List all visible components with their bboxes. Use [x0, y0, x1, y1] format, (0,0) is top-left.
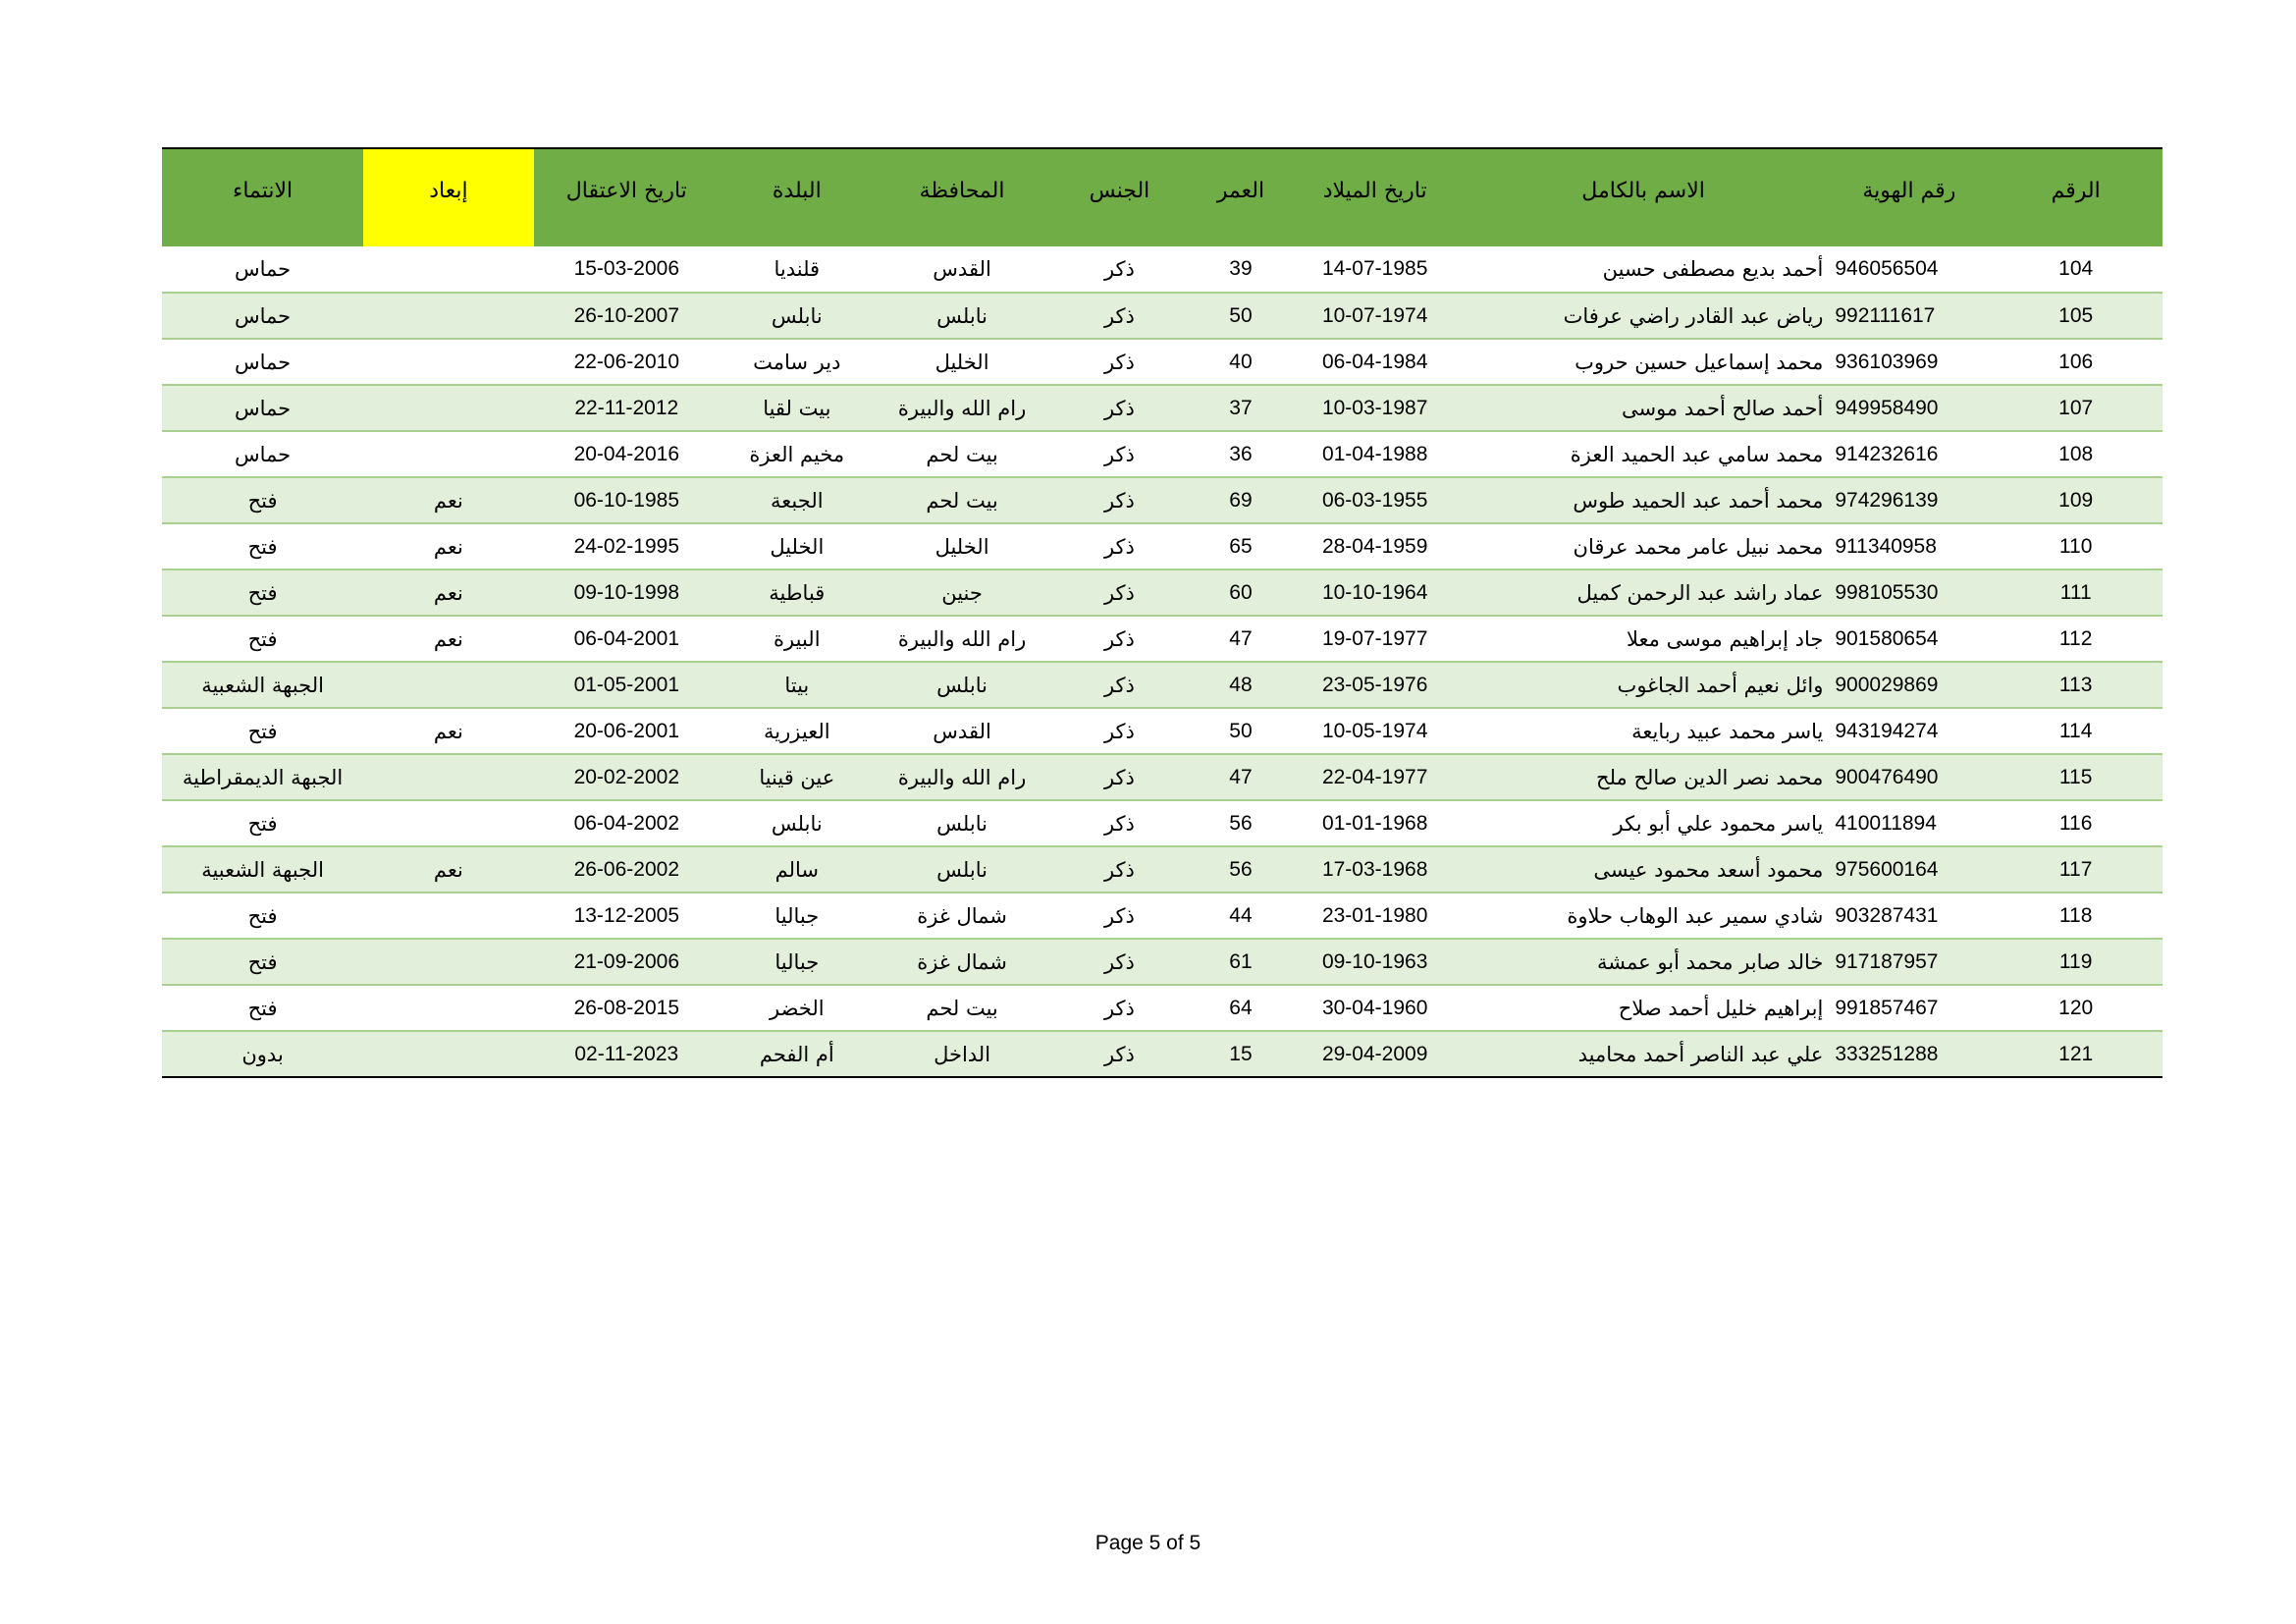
cell-gender: ذكر — [1049, 431, 1189, 477]
cell-arrest-date: 06-10-1985 — [534, 477, 720, 523]
cell-dob: 06-03-1955 — [1293, 477, 1458, 523]
cell-name: علي عبد الناصر أحمد محاميد — [1458, 1031, 1830, 1077]
cell-gender: ذكر — [1049, 939, 1189, 985]
header-gender: الجنس — [1049, 148, 1189, 246]
cell-arrest-date: 15-03-2006 — [534, 246, 720, 293]
cell-arrest-date: 22-06-2010 — [534, 339, 720, 385]
cell-affiliation: الجبهة الشعبية — [162, 662, 363, 708]
table-row — [162, 616, 2163, 662]
cell-dob: 01-04-1988 — [1293, 431, 1458, 477]
cell-num: 115 — [1989, 754, 2163, 800]
cell-age: 36 — [1189, 431, 1292, 477]
cell-governorate: رام الله والبيرة — [875, 385, 1050, 431]
cell-num: 110 — [1989, 523, 2163, 569]
cell-age: 65 — [1189, 523, 1292, 569]
table-row — [162, 293, 2163, 339]
cell-dob: 30-04-1960 — [1293, 985, 1458, 1031]
cell-dob: 23-05-1976 — [1293, 662, 1458, 708]
cell-id: 900476490 — [1829, 754, 1989, 800]
cell-governorate: جنين — [875, 569, 1050, 616]
cell-age: 15 — [1189, 1031, 1292, 1077]
table-row — [162, 985, 2163, 1031]
cell-age: 37 — [1189, 385, 1292, 431]
table-row — [162, 708, 2163, 754]
cell-id: 943194274 — [1829, 708, 1989, 754]
cell-town: سالم — [720, 846, 875, 893]
table-row — [162, 339, 2163, 385]
cell-id: 998105530 — [1829, 569, 1989, 616]
cell-age: 47 — [1189, 616, 1292, 662]
cell-name: محمد نصر الدين صالح ملح — [1458, 754, 1830, 800]
cell-arrest-date: 26-08-2015 — [534, 985, 720, 1031]
cell-name: عماد راشد عبد الرحمن كميل — [1458, 569, 1830, 616]
cell-dob: 17-03-1968 — [1293, 846, 1458, 893]
cell-affiliation: فتح — [162, 616, 363, 662]
cell-governorate: بيت لحم — [875, 477, 1050, 523]
cell-town: عين قينيا — [720, 754, 875, 800]
prisoners-table — [162, 147, 2163, 1078]
table-header-row — [162, 148, 2163, 246]
cell-deportation — [363, 985, 534, 1031]
cell-affiliation: الجبهة الديمقراطية — [162, 754, 363, 800]
cell-name: محمد أحمد عبد الحميد طوس — [1458, 477, 1830, 523]
cell-affiliation: فتح — [162, 569, 363, 616]
cell-town: نابلس — [720, 293, 875, 339]
table-row — [162, 800, 2163, 846]
cell-affiliation: حماس — [162, 246, 363, 293]
cell-arrest-date: 09-10-1998 — [534, 569, 720, 616]
cell-governorate: القدس — [875, 708, 1050, 754]
cell-age: 64 — [1189, 985, 1292, 1031]
cell-governorate: بيت لحم — [875, 985, 1050, 1031]
cell-arrest-date: 20-06-2001 — [534, 708, 720, 754]
cell-num: 111 — [1989, 569, 2163, 616]
cell-arrest-date: 24-02-1995 — [534, 523, 720, 569]
table-row — [162, 939, 2163, 985]
cell-town: بيتا — [720, 662, 875, 708]
cell-deportation — [363, 939, 534, 985]
cell-deportation: نعم — [363, 569, 534, 616]
cell-name: شادي سمير عبد الوهاب حلاوة — [1458, 893, 1830, 939]
cell-deportation — [363, 246, 534, 293]
cell-gender: ذكر — [1049, 385, 1189, 431]
header-affiliation: الانتماء — [162, 148, 363, 246]
cell-affiliation: بدون — [162, 1031, 363, 1077]
cell-town: البيرة — [720, 616, 875, 662]
cell-num: 104 — [1989, 246, 2163, 293]
header-deportation: إبعاد — [363, 148, 534, 246]
cell-governorate: القدس — [875, 246, 1050, 293]
cell-affiliation: حماس — [162, 385, 363, 431]
cell-affiliation: فتح — [162, 939, 363, 985]
cell-num: 117 — [1989, 846, 2163, 893]
cell-dob: 28-04-1959 — [1293, 523, 1458, 569]
cell-age: 40 — [1189, 339, 1292, 385]
cell-id: 410011894 — [1829, 800, 1989, 846]
cell-town: جباليا — [720, 939, 875, 985]
cell-name: جاد إبراهيم موسى معلا — [1458, 616, 1830, 662]
cell-town: الجبعة — [720, 477, 875, 523]
cell-arrest-date: 01-05-2001 — [534, 662, 720, 708]
cell-gender: ذكر — [1049, 893, 1189, 939]
cell-num: 118 — [1989, 893, 2163, 939]
cell-affiliation: فتح — [162, 800, 363, 846]
cell-age: 61 — [1189, 939, 1292, 985]
cell-num: 113 — [1989, 662, 2163, 708]
cell-age: 69 — [1189, 477, 1292, 523]
cell-name: إبراهيم خليل أحمد صلاح — [1458, 985, 1830, 1031]
cell-gender: ذكر — [1049, 800, 1189, 846]
cell-dob: 19-07-1977 — [1293, 616, 1458, 662]
cell-deportation: نعم — [363, 708, 534, 754]
cell-name: محمد نبيل عامر محمد عرقان — [1458, 523, 1830, 569]
cell-id: 917187957 — [1829, 939, 1989, 985]
cell-name: ياسر محمود علي أبو بكر — [1458, 800, 1830, 846]
cell-age: 56 — [1189, 800, 1292, 846]
cell-arrest-date: 13-12-2005 — [534, 893, 720, 939]
cell-arrest-date: 21-09-2006 — [534, 939, 720, 985]
cell-dob: 14-07-1985 — [1293, 246, 1458, 293]
cell-affiliation: حماس — [162, 293, 363, 339]
cell-governorate: رام الله والبيرة — [875, 616, 1050, 662]
cell-governorate: الخليل — [875, 523, 1050, 569]
cell-age: 44 — [1189, 893, 1292, 939]
cell-affiliation: فتح — [162, 477, 363, 523]
table-row — [162, 893, 2163, 939]
cell-governorate: نابلس — [875, 293, 1050, 339]
cell-dob: 01-01-1968 — [1293, 800, 1458, 846]
cell-affiliation: حماس — [162, 339, 363, 385]
cell-deportation — [363, 893, 534, 939]
cell-age: 60 — [1189, 569, 1292, 616]
header-id: رقم الهوية — [1829, 148, 1989, 246]
cell-num: 108 — [1989, 431, 2163, 477]
cell-gender: ذكر — [1049, 477, 1189, 523]
cell-town: قلنديا — [720, 246, 875, 293]
cell-deportation — [363, 800, 534, 846]
page-number: Page 5 of 5 — [1095, 1532, 1201, 1554]
cell-governorate: الخليل — [875, 339, 1050, 385]
cell-deportation — [363, 339, 534, 385]
cell-town: نابلس — [720, 800, 875, 846]
cell-dob: 23-01-1980 — [1293, 893, 1458, 939]
table-row — [162, 1031, 2163, 1077]
header-dob: تاريخ الميلاد — [1293, 148, 1458, 246]
cell-dob: 06-04-1984 — [1293, 339, 1458, 385]
cell-gender: ذكر — [1049, 662, 1189, 708]
cell-dob: 22-04-1977 — [1293, 754, 1458, 800]
cell-name: وائل نعيم أحمد الجاغوب — [1458, 662, 1830, 708]
cell-town: أم الفحم — [720, 1031, 875, 1077]
cell-name: أحمد صالح أحمد موسى — [1458, 385, 1830, 431]
cell-governorate: شمال غزة — [875, 893, 1050, 939]
cell-governorate: رام الله والبيرة — [875, 754, 1050, 800]
cell-name: محمد إسماعيل حسين حروب — [1458, 339, 1830, 385]
cell-gender: ذكر — [1049, 985, 1189, 1031]
cell-name: رياض عبد القادر راضي عرفات — [1458, 293, 1830, 339]
cell-id: 991857467 — [1829, 985, 1989, 1031]
table-row — [162, 523, 2163, 569]
cell-age: 47 — [1189, 754, 1292, 800]
cell-arrest-date: 26-06-2002 — [534, 846, 720, 893]
cell-id: 975600164 — [1829, 846, 1989, 893]
cell-gender: ذكر — [1049, 1031, 1189, 1077]
cell-num: 109 — [1989, 477, 2163, 523]
cell-town: مخيم العزة — [720, 431, 875, 477]
cell-name: محمد سامي عبد الحميد العزة — [1458, 431, 1830, 477]
cell-gender: ذكر — [1049, 754, 1189, 800]
cell-num: 116 — [1989, 800, 2163, 846]
cell-name: محمود أسعد محمود عيسى — [1458, 846, 1830, 893]
cell-age: 48 — [1189, 662, 1292, 708]
cell-id: 900029869 — [1829, 662, 1989, 708]
cell-deportation — [363, 385, 534, 431]
cell-town: بيت لقيا — [720, 385, 875, 431]
cell-affiliation: فتح — [162, 523, 363, 569]
cell-id: 992111617 — [1829, 293, 1989, 339]
cell-age: 50 — [1189, 293, 1292, 339]
cell-affiliation: فتح — [162, 708, 363, 754]
header-governorate: المحافظة — [875, 148, 1050, 246]
cell-age: 39 — [1189, 246, 1292, 293]
cell-arrest-date: 06-04-2001 — [534, 616, 720, 662]
cell-name: خالد صابر محمد أبو عمشة — [1458, 939, 1830, 985]
header-age: العمر — [1189, 148, 1292, 246]
cell-dob: 10-05-1974 — [1293, 708, 1458, 754]
cell-governorate: بيت لحم — [875, 431, 1050, 477]
cell-id: 946056504 — [1829, 246, 1989, 293]
cell-age: 50 — [1189, 708, 1292, 754]
table-row — [162, 662, 2163, 708]
cell-gender: ذكر — [1049, 246, 1189, 293]
table-body — [162, 246, 2163, 1077]
cell-num: 120 — [1989, 985, 2163, 1031]
cell-dob: 10-10-1964 — [1293, 569, 1458, 616]
cell-town: الخليل — [720, 523, 875, 569]
cell-dob: 10-07-1974 — [1293, 293, 1458, 339]
cell-gender: ذكر — [1049, 616, 1189, 662]
cell-affiliation: حماس — [162, 431, 363, 477]
cell-governorate: نابلس — [875, 800, 1050, 846]
cell-name: أحمد بديع مصطفى حسين — [1458, 246, 1830, 293]
cell-id: 903287431 — [1829, 893, 1989, 939]
cell-deportation — [363, 662, 534, 708]
cell-gender: ذكر — [1049, 846, 1189, 893]
cell-num: 119 — [1989, 939, 2163, 985]
table-row — [162, 569, 2163, 616]
cell-name: ياسر محمد عبيد ربايعة — [1458, 708, 1830, 754]
cell-affiliation: فتح — [162, 893, 363, 939]
header-num: الرقم — [1989, 148, 2163, 246]
table-row — [162, 431, 2163, 477]
cell-id: 911340958 — [1829, 523, 1989, 569]
header-arrest-date: تاريخ الاعتقال — [534, 148, 720, 246]
cell-deportation: نعم — [363, 616, 534, 662]
cell-num: 106 — [1989, 339, 2163, 385]
cell-governorate: نابلس — [875, 662, 1050, 708]
header-name: الاسم بالكامل — [1458, 148, 1830, 246]
cell-deportation — [363, 1031, 534, 1077]
cell-governorate: نابلس — [875, 846, 1050, 893]
cell-arrest-date: 02-11-2023 — [534, 1031, 720, 1077]
cell-num: 105 — [1989, 293, 2163, 339]
cell-dob: 29-04-2009 — [1293, 1031, 1458, 1077]
cell-affiliation: فتح — [162, 985, 363, 1031]
cell-town: قباطية — [720, 569, 875, 616]
cell-gender: ذكر — [1049, 708, 1189, 754]
cell-id: 901580654 — [1829, 616, 1989, 662]
cell-dob: 10-03-1987 — [1293, 385, 1458, 431]
cell-dob: 09-10-1963 — [1293, 939, 1458, 985]
cell-deportation: نعم — [363, 523, 534, 569]
table-row — [162, 477, 2163, 523]
cell-num: 121 — [1989, 1031, 2163, 1077]
cell-arrest-date: 22-11-2012 — [534, 385, 720, 431]
table-row — [162, 754, 2163, 800]
cell-age: 56 — [1189, 846, 1292, 893]
cell-num: 112 — [1989, 616, 2163, 662]
cell-num: 107 — [1989, 385, 2163, 431]
cell-arrest-date: 20-04-2016 — [534, 431, 720, 477]
cell-arrest-date: 26-10-2007 — [534, 293, 720, 339]
cell-governorate: الداخل — [875, 1031, 1050, 1077]
cell-deportation: نعم — [363, 846, 534, 893]
cell-deportation: نعم — [363, 477, 534, 523]
cell-gender: ذكر — [1049, 569, 1189, 616]
cell-deportation — [363, 293, 534, 339]
table-row — [162, 846, 2163, 893]
cell-town: العيزرية — [720, 708, 875, 754]
cell-governorate: شمال غزة — [875, 939, 1050, 985]
cell-id: 914232616 — [1829, 431, 1989, 477]
cell-num: 114 — [1989, 708, 2163, 754]
cell-gender: ذكر — [1049, 523, 1189, 569]
cell-town: دير سامت — [720, 339, 875, 385]
table-row — [162, 246, 2163, 293]
cell-deportation — [363, 431, 534, 477]
table-row — [162, 385, 2163, 431]
cell-id: 949958490 — [1829, 385, 1989, 431]
cell-id: 936103969 — [1829, 339, 1989, 385]
cell-id: 333251288 — [1829, 1031, 1989, 1077]
cell-town: جباليا — [720, 893, 875, 939]
cell-gender: ذكر — [1049, 339, 1189, 385]
cell-gender: ذكر — [1049, 293, 1189, 339]
cell-deportation — [363, 754, 534, 800]
cell-arrest-date: 20-02-2002 — [534, 754, 720, 800]
cell-id: 974296139 — [1829, 477, 1989, 523]
cell-affiliation: الجبهة الشعبية — [162, 846, 363, 893]
header-town: البلدة — [720, 148, 875, 246]
cell-arrest-date: 06-04-2002 — [534, 800, 720, 846]
cell-town: الخضر — [720, 985, 875, 1031]
